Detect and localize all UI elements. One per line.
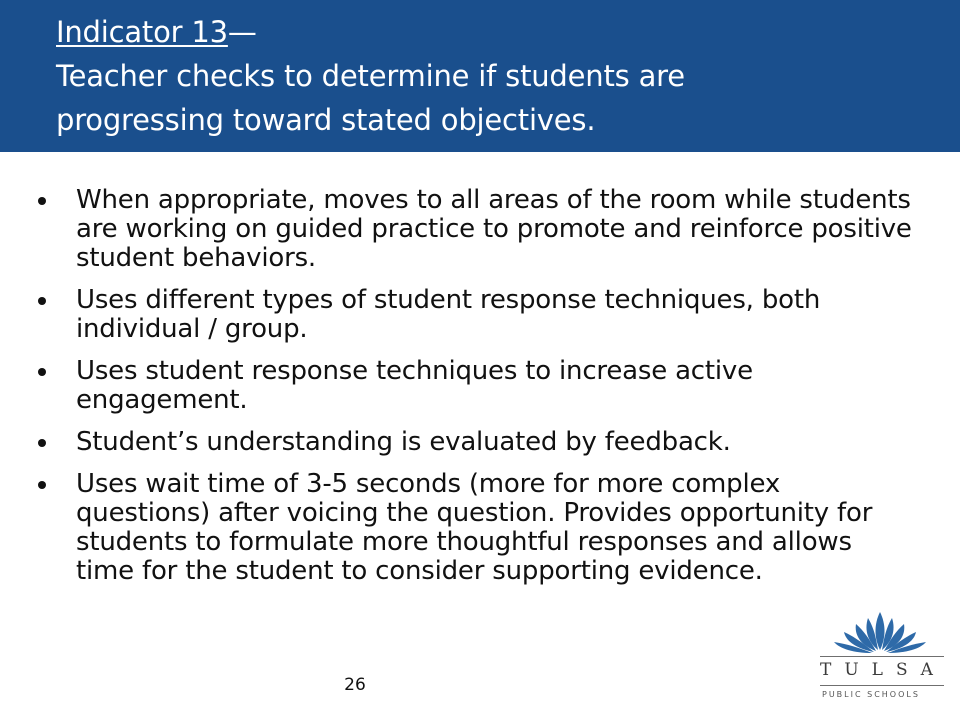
bullet-item [36, 357, 916, 415]
bullet-item [36, 428, 916, 457]
bullet-icon [38, 197, 46, 205]
lotus-icon [830, 610, 930, 654]
title-line-2: progressing toward stated objectives. [56, 103, 596, 137]
bullet-item [36, 286, 916, 344]
slide-title [56, 10, 936, 142]
logo-subtitle: PUBLIC SCHOOLS [822, 690, 920, 699]
bullet-text: When appropriate, moves to all areas of the room while students are working on guided practice to promote and reinforce positive student behaviors. [76, 185, 912, 273]
title-dash: — [227, 15, 257, 49]
bullet-text: Uses wait time of 3-5 seconds (more for more complex questions) after voicing the question. Provides opportunity for students to formulate more thoughtful responses and allows time for the student to consider supporting evidence. [76, 469, 873, 586]
logo-rule-bottom [820, 685, 944, 686]
slide-header [0, 0, 960, 152]
bullet-icon [38, 368, 46, 376]
bullet-icon [38, 481, 46, 489]
indicator-link[interactable]: Indicator 13 [56, 15, 228, 49]
tulsa-logo [812, 610, 952, 710]
bullet-icon [38, 297, 46, 305]
logo-rule-top [820, 656, 944, 657]
bullet-icon [38, 439, 46, 447]
bullet-text: Uses student response techniques to increase active engagement. [76, 356, 753, 415]
bullet-text: Uses different types of student response techniques, both individual / group. [76, 285, 821, 344]
slide-content [36, 186, 916, 599]
logo-name: TULSA [820, 660, 946, 680]
bullet-item [36, 186, 916, 273]
bullet-text: Student’s understanding is evaluated by feedback. [76, 427, 731, 457]
page-number: 26 [344, 675, 366, 695]
bullet-item [36, 470, 916, 586]
title-line-1: Teacher checks to determine if students are [56, 59, 685, 93]
bullet-list [36, 186, 916, 586]
